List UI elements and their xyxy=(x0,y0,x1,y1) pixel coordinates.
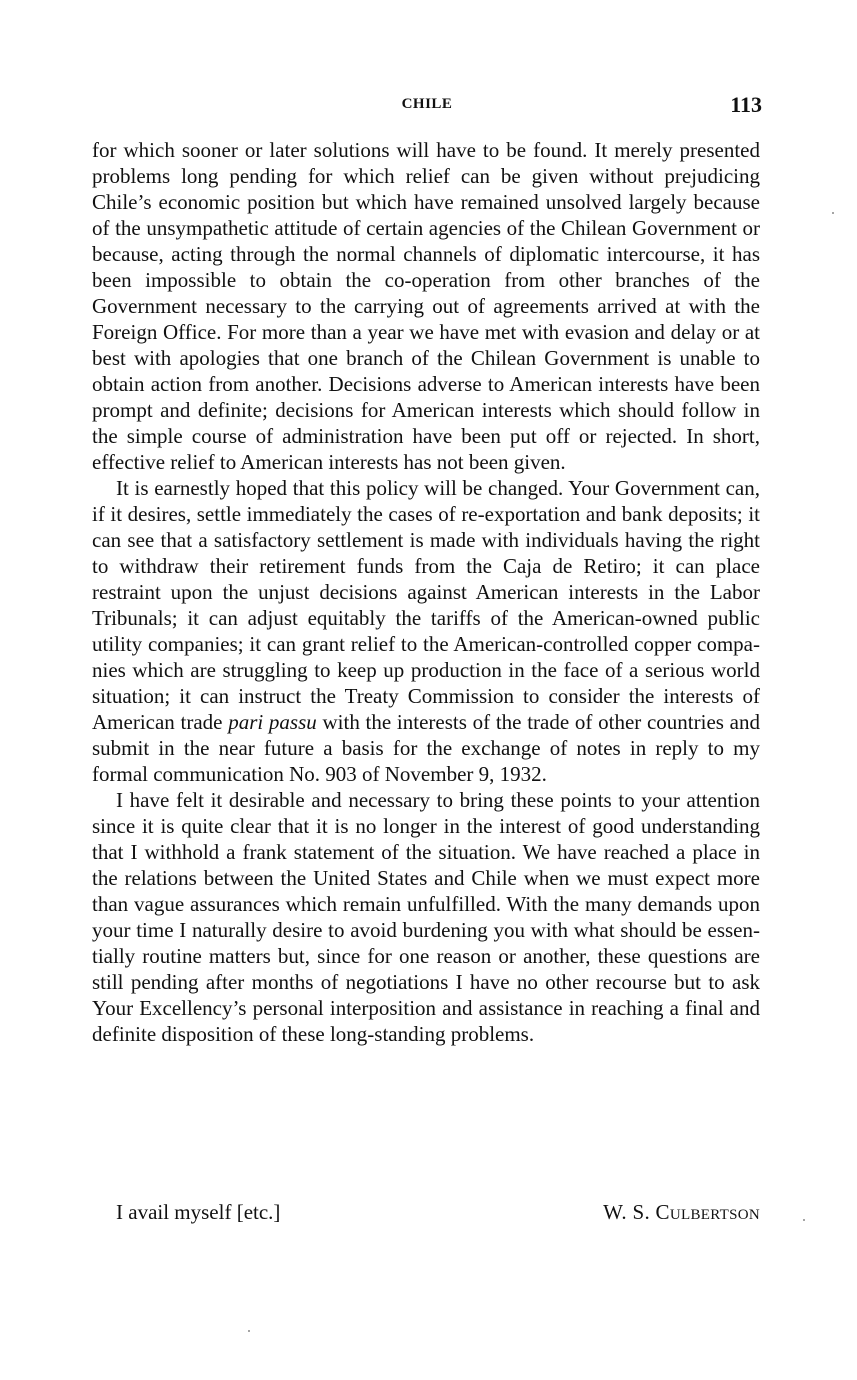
body-text xyxy=(92,137,760,1047)
paragraph-continuation: for which sooner or later solutions will have to be found. It merely presented problems long pending for which relief can be given without prejudicing Chile’s economic position but which have remained unsolved largely because of the unsympathetic attitude of certain agencies of the Chilean Government or because, acting through the normal channels of diplomatic intercourse, it has been impossible to obtain the co-operation from other branches of the Government necessary to the carrying out of agreements arrived at with the Foreign Office. For more than a year we have met with evasion and delay or at best with apologies that one branch of the Chilean Government is unable to obtain action from another. Decisions adverse to American interests have been prompt and definite; decisions for American interests which should follow in the simple course of administration have been put off or rejected. In short, effective relief to American interests has not been given. xyxy=(92,138,760,474)
running-head xyxy=(92,92,762,120)
signature: W. S. Culbertson xyxy=(603,1200,760,1224)
page-number: 113 xyxy=(730,92,762,117)
scan-speck xyxy=(832,212,834,214)
running-title: CHILE xyxy=(401,96,453,112)
scan-speck xyxy=(803,1219,805,1221)
paragraph-policy xyxy=(92,475,760,787)
paragraph-request: I have felt it desirable and necessary to bring these points to your attention since it is quite clear that it is no longer in the interest of good understanding that I withhold a frank statement of the situation. We have reached a place in the relations between the United States and Chile when we must expect more than vague assurances which remain unfulfilled. With the many demands upon your time I naturally desire to avoid burdening you with what should be essentially routine matters but, since for one reason or another, these questions are still pending after months of negotiations I have no other recourse but to ask Your Excellency’s personal interposition and assistance in reaching a final and definite disposition of these long-standing problems. xyxy=(92,788,760,1046)
paragraph-policy-text-after: with the interests of the trade of other countries and submit in the near future a basis for the exchange of notes in reply to my formal communication No. 903 of November 9, 1932. xyxy=(92,710,760,786)
paragraph-policy-text-before: It is earnestly hoped that this policy will be changed. Your Government can, if it desires, settle immediately the cases of re-exportation and bank deposits; it can see that a satisfactory settlement is made with individuals having the right to withdraw their retirement funds from the Caja de Retiro; it can place restraint upon the unjust decisions against American interests in the Labor Tribunals; it can adjust equitably the tariffs of the American-owned public utility companies; it can grant relief to the American-controlled copper companies which are struggling to keep up production in the face of a serious world situation; it can instruct the Treaty Commission to consider the interests of American trade xyxy=(92,476,760,734)
closing-line xyxy=(116,1199,760,1227)
paragraph-policy-italic-phrase: pari passu xyxy=(228,710,317,734)
complimentary-close: I avail myself [etc.] xyxy=(116,1200,281,1224)
scan-speck xyxy=(248,1330,250,1332)
